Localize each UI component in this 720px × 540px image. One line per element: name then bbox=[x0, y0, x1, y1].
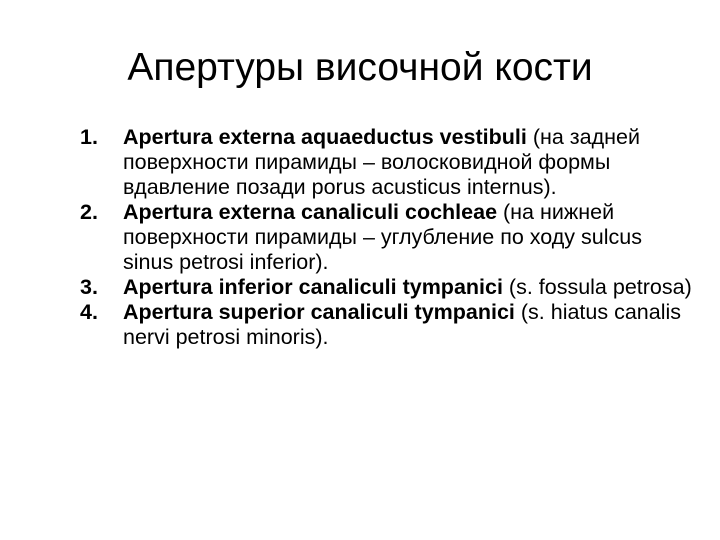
list-item-term: Apertura superior canaliculi tympanici bbox=[123, 300, 515, 324]
list-item-description: (s. fossula petrosa) bbox=[502, 275, 692, 299]
list-item bbox=[74, 125, 694, 200]
list-item-term: Apertura externa canaliculi cochleae bbox=[123, 200, 498, 224]
list-item-term: Apertura inferior canaliculi tympanici bbox=[123, 275, 503, 299]
list-item-number: 4. bbox=[80, 300, 98, 324]
list-item-description: (на задней поверхности пирамиды – волосковидной формы вдавление позади porus acusticus internus). bbox=[123, 125, 640, 199]
list-item-number: 3. bbox=[80, 275, 98, 299]
list-item bbox=[74, 300, 694, 350]
list-item-term: Apertura externa aquaeductus vestibuli bbox=[123, 125, 527, 149]
list-item-description: (s. hiatus canalis nervi petrosi minoris). bbox=[123, 300, 682, 349]
list-item-description: (на нижней поверхности пирамиды – углубление по ходу sulcus sinus petrosi inferior). bbox=[123, 200, 642, 274]
list-item-number: 2. bbox=[80, 200, 98, 224]
slide-title: Апертуры височной кости bbox=[127, 46, 593, 89]
list-item bbox=[74, 275, 694, 300]
apertures-list bbox=[74, 125, 694, 350]
list-item-number: 1. bbox=[80, 125, 98, 149]
list-item bbox=[74, 200, 694, 275]
